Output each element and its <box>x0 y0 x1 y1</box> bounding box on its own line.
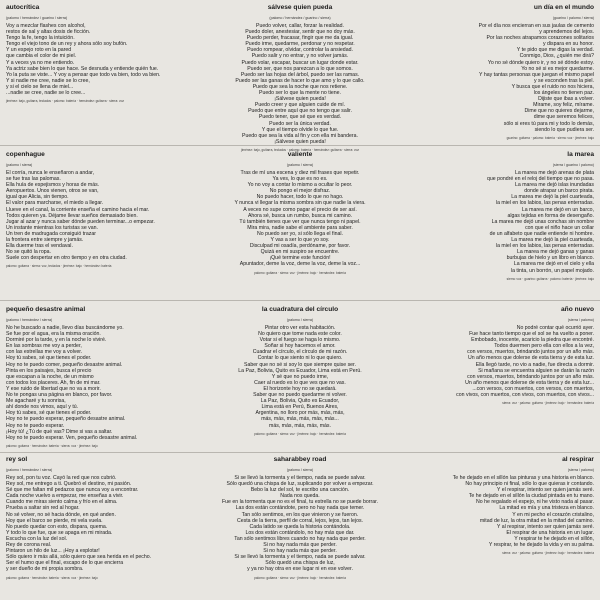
song-footer: jiménez: bajo, guitarra, teclados · palomo: batería · hernández: guitarra · sierra: voz <box>241 147 359 152</box>
song-footer: sierra: voz · palomo: guitarra · jiménez: bajo · hernández: batería <box>502 551 594 556</box>
song-lyrics: Voy a mezclar flashes con alcohol, restos de sal y altas dosis de ficción. Tengo la fe, tengo la intuición. Tengo el viejo tono de un rey y ahora sólo soy bufón. Y un espejo roto en la pared que cambia el color de mi piel. Y a veces ya no me entiendo. Ya actriz sabe bien lo que hace. Se desnuda y entiende quién fue. Yo la puta se viste... Y voy a pensar que todo va bien, todo va bien. Y si nadie me cree, nadie se lo cree, y si el cielo se llena de miel... ...nadie se cree, nadie se lo cree... <box>6 23 161 97</box>
song-block <box>404 456 594 596</box>
lyrics-row-3 <box>6 306 594 450</box>
song-block <box>6 151 196 297</box>
song-credit: (sierra / palomo) <box>567 318 594 322</box>
song-credit: (guarino / palomo / sierra) <box>552 16 594 20</box>
song-lyrics: El corría, nunca le enseñaron a andar, se fue tras las palomas. Ella huía de espejismos y horas de más. Aeropuertos. Unos vienen, otros se van, igual que Alicia, sin tiempo. El valor para marcharse, el miedo a llegar. Llueve en el canal, la corriente enseña el camino hacia el mar. Todos quieren ya. Déjame llevar sueños demasiado bien. Jugar al azar y nunca saber dónde pueden terminar...o empezar. Un instante mientras los turistas se van. Un tren de madrugada consiguió trazar la frontera entre siempre y jamás. Ella duerme tras el vendaval. No se quitó la ropa. Suele con despertar en otro tiempo y en otra ciudad. <box>6 170 155 262</box>
song-title: la marea <box>567 151 594 158</box>
song-credit: (palomo / sierra) <box>286 318 314 322</box>
song-title: al respirar <box>562 456 594 463</box>
song-block <box>202 456 398 596</box>
song-footer: palomo: guitarra · hernández: batería · sierra: voz · jiménez: bajo <box>6 443 98 448</box>
lyrics-row-4 <box>6 456 594 596</box>
song-credit: (palomo / hernández / sierra) <box>6 468 53 472</box>
song-title: la cuadratura del círculo <box>261 306 339 313</box>
song-block <box>6 4 196 142</box>
song-footer: guarino: guitarra · palomo: batería · sierra: voz · jiménez: bajo <box>506 135 594 140</box>
song-credit: (palomo / hernández / sierra) <box>6 318 53 322</box>
song-footer: palomo: guitarra · sierra: voz · jiménez: bajo · hernández: batería <box>254 575 346 580</box>
song-footer: palomo: guitarra · sierra: voz · jiménez: bajo · hernández: batería <box>254 270 346 275</box>
song-block <box>202 151 398 297</box>
song-lyrics: Te he dejado en el sillón las pinturas y una historia en blanco. No hay principio ni final, sólo lo que quieras ir contando. Y el respirar, intento ser quien jamás seré. Te he dejado en el sillón la ciudad pintada en tu mano. No he regalado el espejo, ni he visto nada al pasar. La mitad es mía y una tristeza en blanco. Y en mi pecho el corazón cristalino, mitad de luz, la otra mitad en la mitad del camino. Y al respirar, intento ser quien jamás seré. El respirar de una historia en un lugar. Y respirar te he dejado en el sillón, Y respirar, te he dejado la vida y en su palma. <box>452 475 594 549</box>
song-lyrics: Rey sol, pon tu voz. Cayó la red que nos cubrió. Rey sol, me entrego a ti. Quebró el destino, mi pasión. Sé que me faltan mil pedazos que nunca voy a encontrar. Cada noche vuelvo a empezar, me enseñas a vivir. Cuando me miras siento calma y frío en el alma. Prueba a saltar sin red al hogar. No sé volver, no sé hacia dónde, en qué anden. Hoy que el barco se pierde, mi vela vuela. No puedo quedar con esto, dispara, quema. Y todo lo que fue, que se apaga en mi mirada. Escucha con la luz del sol. Rey de corona real. Pintaron un hilo de luz... ¡Hoy a explotar! Sólo quiero ir más allá, sólo quiero que sea herida en el pecho. Ser el humo que el final, escapo de lo que encierra y ser dueño de mi propia sombra. <box>6 475 152 573</box>
song-footer: sierra: voz · guarino: guitarra · palomo: batería · jiménez: bajo <box>506 276 594 281</box>
song-lyrics: Si se llevó la tormenta y el tiempo, nada se puede salvar. Sólo quedó una chispa de luz, suplicando por volver a empezar. Bebo la luz del sol, te escribo una canción. Nada nos queda. Fue en la tormenta que no es el final, tu estrella no se puede borrar. Las dos están contándote, pero no hay nada que temer. Tan sólo sentimos, en los que vinieron y se fueron. Cesta de la tierra, perfil de corral, lejos, lejos, tan lejos. Cada latido se queda la historia contándola. Los dos están contándolo, no hay más que dar. Tan sólo sentimos libres cuando no hay nada que perder. Si no hay nada más que perder. Si no hay nada más que perder. Si se llevó la tormenta y el tiempo, nada se puede salvar. Sólo quedó una chispa de luz, y ya no hay otra en ese lugar ni en ese volver. <box>221 475 378 573</box>
song-block <box>202 306 398 450</box>
song-block <box>6 456 196 596</box>
divider <box>0 300 600 301</box>
song-credit: (palomo / sierra) <box>286 468 314 472</box>
lyrics-row-2 <box>6 151 594 297</box>
song-credit: (sierra / guarino / palomo) <box>552 163 594 167</box>
song-lyrics: Tras de mí una escena y diez mil frases que repetir. Ya ves, lo que es no es. Yo no voy a contar lo mismo a ocultar lo peor. No pongo el mejor disfraz. No puedo hacer, todo lo que no hago. Y nunca vi llegar la misma sombra sin que nadie la viera. A veces no supe como pagar el precio de ser así. Ahora sé, busca un rumbo, busca mi camino. Tú también tienes que ver que nunca tengo ni papel. Mira mira, nadie sabe el ambiente para saber. No puedo ser yo, si sólo llega el final. Y vas a ser lo que yo soy. Disculpad mi osadía, perdóname, por favor. Quizá en mi suspiro se encuentre. ¡Qué termine este función! Apuntador, deme la voz, deme la voz, deme la voz... <box>234 170 366 268</box>
song-lyrics: No he buscado a nadie, llevo días buscándome yo. Se fue por el agua, era la misma oración. Dormiré por la tarde, y en la noche lo viviré. En las sombras me voy a perder, con las estrellas me voy a volver. Hoy tú sabes, sé que tienes el poder. Hoy no te puedo comer, pequeño desastre animal. Pinta en los paisajes, busca el precio que escapan a la noche, de un mismo con todos los placeres. Ah, fin de mi mar. Y ese ruido de libertad que no va a morir. No te pongas una página en blanco, por favor. Me agacharé y tu sonrisa, ahí donde nos vimos, aquí y tú. Hoy tú sabes, sé que tienes el poder. Hoy no te puedo esperar, pequeño desastre animal. Hoy no te puedo esperar. ¡Hoy tú! ¿Tú de qué vas? Dime si vas a saltar. Hoy no te puedo esperar. Ven, pequeño desastre animal. <box>6 325 138 441</box>
song-block <box>6 306 196 450</box>
song-lyrics: Pintar otro ver esta habitación. No quiero que tome nada este color. Votar si el fuego se haga lo mismo. Soñar si hoy hacemos el amor. Cuadrar el círculo, el círculo de mi razón. Contar lo que siento ni lo que quiero. Saber que no sé si soy lo que siempre quise ser. La Paz, Bolivia, Quito es Ecuador, Lima está en Perú. Y sé que no puedo irme, Caer al ruedo es lo que ves que no vas. El horizonte hoy no se quedará. Saber que no puedo quedarme ni volver. La Paz, Bolivia, Quito es Ecuador, Lima está en Perú, Buenos Aires, Argentina, no lloro por más, más, más, más, más, más, más, más, más... más, más, más, más, más. <box>238 325 362 429</box>
song-credit: (palomo / hernández / guarino / sierra) <box>269 16 331 20</box>
lyrics-row-1 <box>6 4 594 152</box>
song-title: copenhague <box>6 151 45 158</box>
song-title: año nuevo <box>561 306 594 313</box>
song-lyrics: Por el día nos encierran en sus jaulas de cemento y aprendemos del lejos. Por las noches atrapamos corazones solitarios y dispara en su honor. Y te pido que me digas la verdad. Conmigo, Dios, ¿quién me dirá? Yo no sé dónde quiero ir, y no sé dónde estoy. Yo no sé si es mejor quedarme. Y hay tantas personas que juegan el mismo papel y se esconden tras la piel. Y busca que el ruido no nos hiciera, los ángeles no tienen paz. Dijiste que ibas a volver. Mirame, soy feliz, mírame. Dime que no quieres dejarme, dime que seremos felices, sólo si eres tú para mi y todo lo demás, siendo lo que pudiera ser. <box>478 23 594 133</box>
song-footer: sierra: voz · palomo: guitarra · jiménez: bajo · hernández: batería <box>502 401 594 406</box>
song-footer: palomo: guitarra · sierra: voz, teclados · jiménez: bajo · hernández: batería <box>6 264 112 269</box>
song-lyrics: No podré contar qué ocurrió ayer. Fue hace tanto tiempo que el sol se ha vuelto a poner. Embobado, inocente, acaricio la piedra que encontré. Todos duermen pero ella con ellos a la vez, con versos, muertos, brindando juntos por un año más. Un año menos que dolerse de esta tierra y de esta luz. Ella llegó tarde, no vio a nadie, fue directa a dormir. Si mañana se encuentra alguien se darán la razón con versos, muertos, brindando juntos por un año más. Un año menos que dolerse de esta tierra y de esta luz... ...con versos, con muertos, con versos, con muertos, con vivos, con muertos, con vivos, con muertos, con vivos... <box>456 325 594 399</box>
song-title: saharabbey road <box>273 456 327 463</box>
divider <box>0 145 600 146</box>
song-title: rey sol <box>6 456 28 463</box>
divider <box>0 452 600 453</box>
song-footer: jiménez: bajo, guitarra, teclados · palomo: batería · hernández: guitarra · sierra: voz <box>6 99 124 104</box>
song-footer: palomo: guitarra · hernández: batería · sierra: voz · jiménez: bajo <box>6 575 98 580</box>
song-credit: (palomo / sierra) <box>286 163 314 167</box>
song-credit: (sierra / palomo) <box>567 468 594 472</box>
song-title: sálvese quien pueda <box>267 4 333 11</box>
song-credit: (palomo / hernández / guarino / sierra) <box>6 16 68 20</box>
song-block <box>404 4 594 142</box>
song-block <box>202 4 398 152</box>
song-lyrics: La marea me dejó arenas de plata que pondré en el reloj del tiempo que no pasa. La marea me dejó islas inundadas donde atrapar un barco pirata. La marea me dejó la piel cuarteada, la miel en los labios, las penas enterradas. La marea me dejó en un barco, algas tejidas en forma de desengaño. La marea me dejó unas conchas sin nombre con que el niño hace un collar de un alfabeto que nadie entiende ni hombre. La marea me dejó la piel cuarteada, la miel en los labios, las penas enterradas. La marea me dejó ganas y ganas burbujas de hielo y un libro en blanco. La marea me dejó en el cielo y ella la tinta, un borrón, un papel mojado. <box>487 170 594 274</box>
song-title: un día en el mundo <box>533 4 594 11</box>
song-credit: (palomo / sierra) <box>6 163 33 167</box>
song-title: pequeño desastre animal <box>6 306 86 313</box>
song-block <box>404 306 594 450</box>
song-title: autocrítica <box>6 4 40 11</box>
song-lyrics: Puedo volver, callar, forzar la realidad. Puedo doler, anestesiar, sentir que no doy más. Puedo perder, fracasar, fingir que me da igual. Puedo irme, quedarme, perdonar y no respetar. Puedo rompear, olvidar, controlar la ansiedad. Puedo salir y no entrar, y no volver jamás. Puedo volar, escapar, buscar un lugar donde estar. Puedo ser, que nos parezcan a lo que somos. Puedo ser las hojas del árbol, puedo ser las ramas. Puedo ser las ganas de hacer lo que amo y lo que callo. Puedo que sea la noche que nos retiene. Puedo ser lo que la mente no tiene. ¡Sálvese quien pueda! Puedo creer y que alguien cuide de mí. Puedo que entre aquí que no tengo que salir. Puedo tener, que sé que es verdad. Puedo ser la única verdad. Y que el tiempo olvide lo que fue. Puedo que sea la vida al fin y con ella mi bandera. ¡Sálvese quien pueda! <box>235 23 365 145</box>
song-footer: palomo: guitarra · sierra: voz · jiménez: bajo · hernández: batería <box>254 431 346 436</box>
song-block <box>404 151 594 297</box>
song-title: valiente <box>287 151 313 158</box>
